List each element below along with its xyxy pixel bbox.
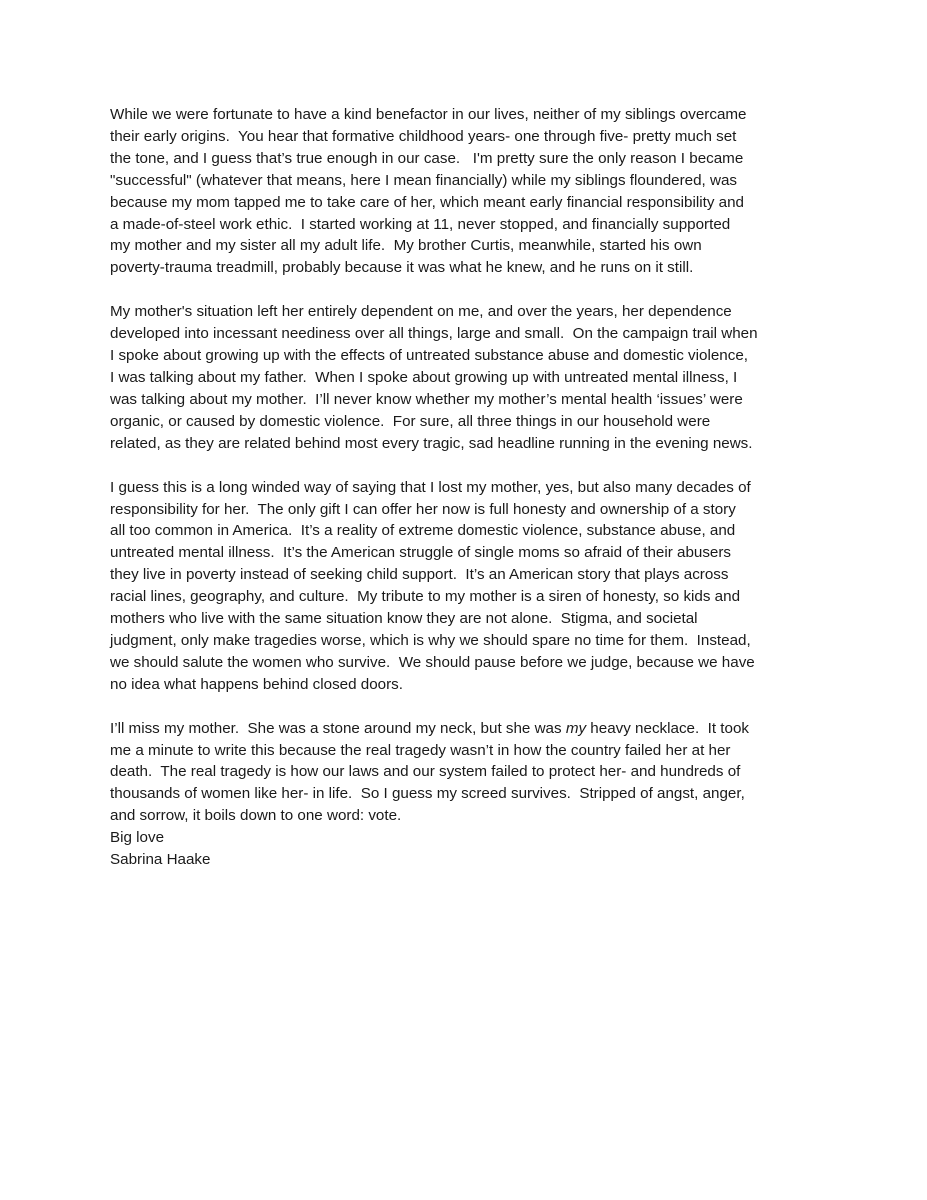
text-line: they live in poverty instead of seeking child support. It’s an American story that plays across	[110, 566, 729, 584]
text-line: organic, or caused by domestic violence. For sure, all three things in our household were	[110, 412, 711, 430]
text-segment: heavy necklace. It took	[586, 719, 750, 737]
text-line	[110, 718, 822, 740]
text-line: related, as they are related behind most every tragic, sad headline running in the evening news.	[110, 434, 753, 452]
paragraph-closing	[110, 718, 822, 871]
text-line: we should salute the women who survive. We should pause before we judge, because we have	[110, 653, 755, 671]
text-line: all too common in America. It’s a reality of extreme domestic violence, substance abuse, and	[110, 522, 736, 540]
letter-body	[110, 104, 822, 871]
text-line: judgment, only make tragedies worse, which is why we should spare no time for them. Instead,	[110, 631, 751, 649]
text-line: and sorrow, it boils down to one word: vote.	[110, 807, 402, 825]
text-line: my mother and my sister all my adult life. My brother Curtis, meanwhile, started his own	[110, 237, 702, 255]
paragraph-3	[110, 477, 822, 696]
signature-name: Sabrina Haake	[110, 851, 211, 869]
paragraph-1	[110, 104, 822, 279]
text-line: death. The real tragedy is how our laws and our system failed to protect her- and hundreds of	[110, 763, 741, 781]
text-line: I spoke about growing up with the effects of untreated substance abuse and domestic violence,	[110, 347, 749, 365]
text-line: developed into incessant neediness over all things, large and small. On the campaign trail when	[110, 325, 758, 343]
text-line: the tone, and I guess that’s true enough in our case. I'm pretty sure the only reason I became	[110, 149, 744, 167]
text-line: because my mom tapped me to take care of her, which meant early financial responsibility and	[110, 193, 744, 211]
text-segment: I’ll miss my mother. She was a stone around my neck, but she was	[110, 719, 566, 737]
text-line: I guess this is a long winded way of saying that I lost my mother, yes, but also many decades of	[110, 478, 751, 496]
text-line: a made-of-steel work ethic. I started working at 11, never stopped, and financially supported	[110, 215, 731, 233]
text-line: racial lines, geography, and culture. My tribute to my mother is a siren of honesty, so kids and	[110, 588, 741, 606]
text-line: responsibility for her. The only gift I can offer her now is full honesty and ownership of a story	[110, 500, 736, 518]
text-line: I was talking about my father. When I spoke about growing up with untreated mental illness, I	[110, 368, 738, 386]
sign-off: Big love	[110, 829, 165, 847]
text-line: My mother's situation left her entirely dependent on me, and over the years, her dependence	[110, 303, 732, 321]
text-line: poverty-trauma treadmill, probably because it was what he knew, and he runs on it still.	[110, 259, 694, 277]
text-line: was talking about my mother. I’ll never know whether my mother’s mental health ‘issues’ were	[110, 390, 743, 408]
emphasized-word: my	[565, 719, 587, 737]
text-line: thousands of women like her- in life. So I guess my screed survives. Stripped of angst, anger,	[110, 785, 745, 803]
text-line: me a minute to write this because the real tragedy wasn’t in how the country failed her at her	[110, 741, 731, 759]
text-line: "successful" (whatever that means, here I mean financially) while my siblings floundered, was	[110, 171, 738, 189]
text-line: their early origins. You hear that formative childhood years- one through five- pretty much set	[110, 127, 737, 145]
text-line: mothers who live with the same situation know they are not alone. Stigma, and societal	[110, 610, 698, 628]
text-line: untreated mental illness. It’s the American struggle of single moms so afraid of their abusers	[110, 544, 732, 562]
text-line: no idea what happens behind closed doors.	[110, 675, 403, 693]
paragraph-2	[110, 301, 822, 454]
text-line: While we were fortunate to have a kind benefactor in our lives, neither of my siblings overcame	[110, 106, 747, 123]
